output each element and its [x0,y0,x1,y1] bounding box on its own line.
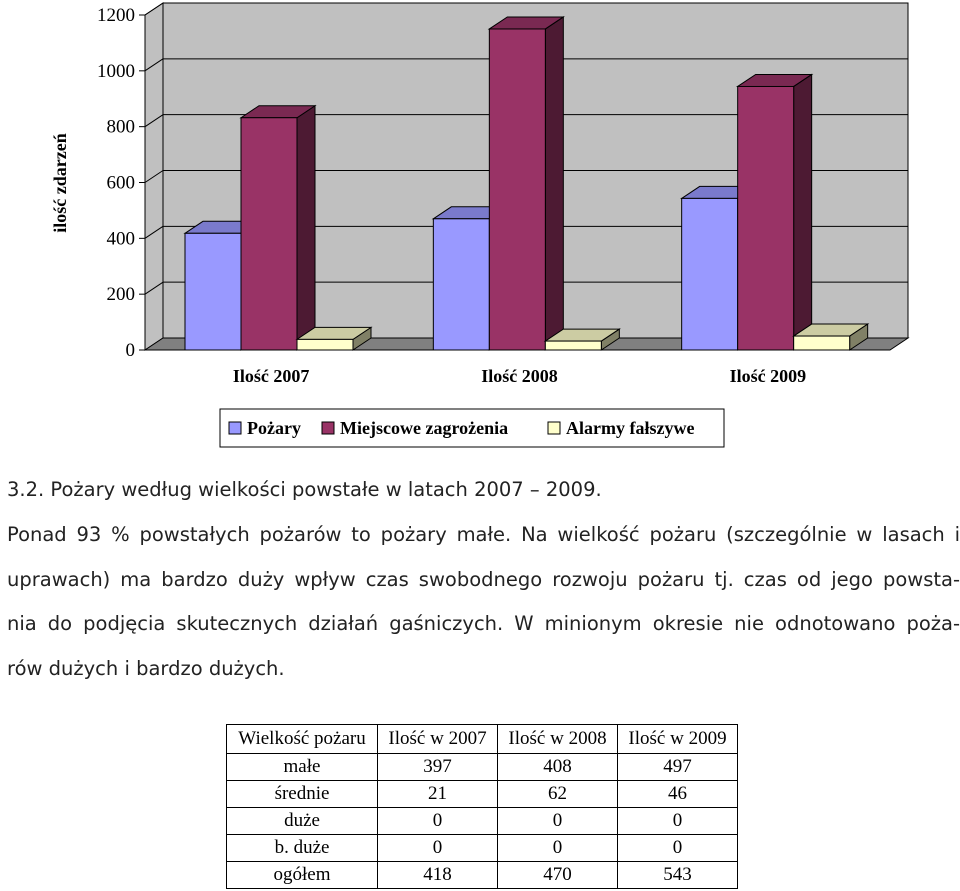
table-cell: ogółem [227,862,378,889]
table-cell: małe [227,754,378,781]
legend-swatch [229,422,241,434]
y-tick-label: 800 [106,116,135,138]
table-cell: 0 [378,835,498,862]
paragraph-line: nia do podjęcia skutecznych działań gaśniczych. W minionym okresie nie odnotowano poża- [7,612,960,635]
legend-swatch [548,422,560,434]
bar [738,74,812,350]
bar-front [489,29,545,350]
y-tick-label: 0 [125,340,135,361]
table-cell: 397 [378,754,498,781]
chart-legend [220,409,724,447]
bar [241,106,315,350]
bar-front [185,233,241,350]
column-header: Ilość w 2008 [498,725,618,754]
y-tick-label: 200 [106,284,135,306]
y-axis-label: ilość zdarzeń [50,133,70,233]
table-cell: 21 [378,781,498,808]
section-heading: 3.2. Pożary według wielkości powstałe w latach 2007 – 2009. [7,478,602,501]
table-row [227,808,738,835]
paragraph-line: Ponad 93 % powstałych pożarów to pożary małe. Na wielkość pożaru (szczególnie w lasach i [7,523,960,546]
column-header: Ilość w 2009 [618,725,738,754]
table-cell: 0 [498,835,618,862]
table-cell: 418 [378,862,498,889]
table-cell: 0 [618,808,738,835]
table-cell: średnie [227,781,378,808]
bar-front [738,86,794,350]
table-cell: 543 [618,862,738,889]
table-header-row [227,725,738,754]
table-row [227,862,738,889]
bar-front [297,339,353,350]
fire-size-table [226,724,738,889]
legend-swatch [322,422,334,434]
x-category-label: Ilość 2009 [729,366,807,386]
paragraph-line: uprawach) ma bardzo duży wpływ czas swobodnego rozwoju pożaru tj. czas od jego powsta- [7,567,960,591]
column-header: Wielkość pożaru [227,725,378,754]
legend-label: Pożary [247,418,301,438]
legend-label: Alarmy fałszywe [566,418,695,438]
table-cell: 0 [378,808,498,835]
category-axis [233,366,806,386]
bar-front [433,219,489,350]
bar-side [794,74,812,350]
table-cell: 0 [618,835,738,862]
section-paragraph [7,513,960,691]
table-cell: 62 [498,781,618,808]
y-tick-label: 600 [106,172,135,194]
table-cell: duże [227,808,378,835]
table-cell: 470 [498,862,618,889]
table-row [227,781,738,808]
table-cell: 46 [618,781,738,808]
table-cell: b. duże [227,835,378,862]
column-header: Ilość w 2007 [378,725,498,754]
y-tick-label: 400 [106,228,135,250]
table-cell: 408 [498,754,618,781]
bar [489,17,563,350]
bar-front [241,118,297,350]
table-row [227,754,738,781]
bar-side [545,17,563,350]
paragraph-line: rów dużych i bardzo dużych. [7,656,285,680]
table-cell: 0 [498,808,618,835]
bar-side [297,106,315,350]
y-tick-label: 1200 [97,5,135,26]
bar-front [682,198,738,350]
table-cell: 497 [618,754,738,781]
legend-label: Miejscowe zagrożenia [340,418,509,438]
table-row [227,835,738,862]
bar-front [545,341,601,350]
y-tick-label: 1000 [97,60,135,82]
x-category-label: Ilość 2007 [232,366,310,386]
bar-front [794,336,850,350]
x-category-label: Ilość 2008 [481,366,558,386]
